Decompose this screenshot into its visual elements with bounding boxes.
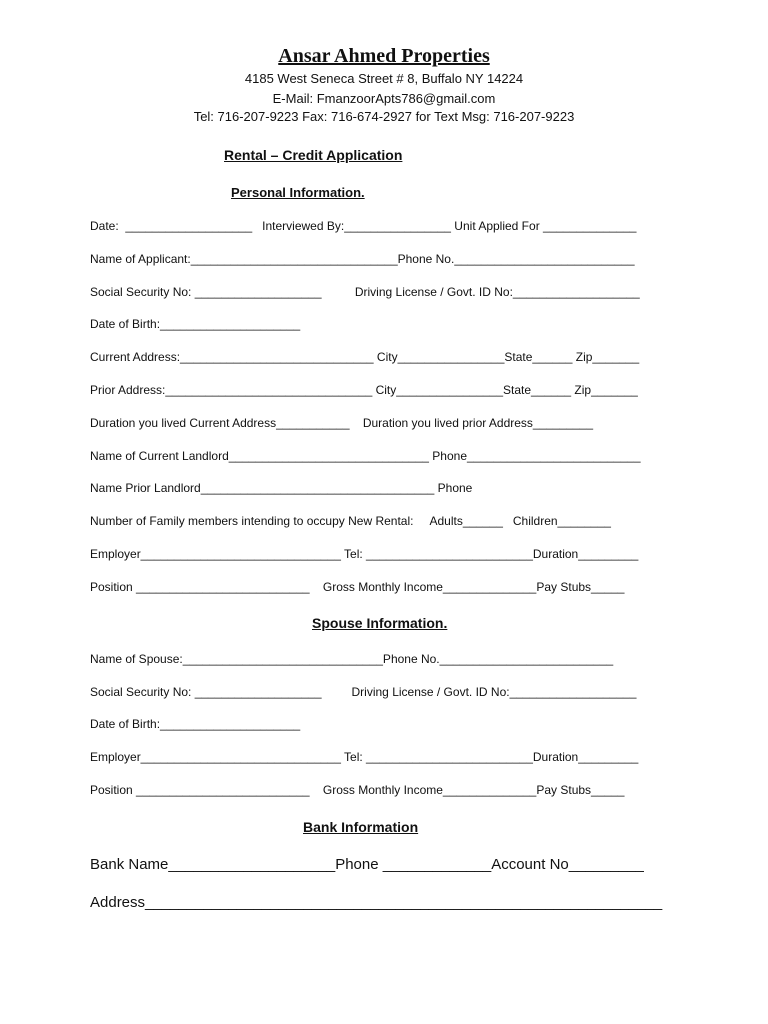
field-row-current-landlord[interactable]: Name of Current Landlord______________________________ Phone__________________________ xyxy=(90,449,641,463)
field-row-applicant-phone[interactable]: Name of Applicant:_______________________________Phone No.___________________________ xyxy=(90,252,635,266)
bank-section-title: Bank Information xyxy=(303,819,419,835)
field-row-prior-address[interactable]: Prior Address:_______________________________ City________________State______ Zip_______ xyxy=(90,383,638,397)
field-row-current-address[interactable]: Current Address:_____________________________ City________________State______ Zip_______ xyxy=(90,350,640,364)
field-row-position-income[interactable]: Position __________________________ Gross Monthly Income______________Pay Stubs_____ xyxy=(90,580,625,594)
field-row-spouse-ssn-license[interactable]: Social Security No: ___________________ Driving License / Govt. ID No:___________________ xyxy=(90,685,637,699)
field-row-family-members[interactable]: Number of Family members intending to occupy New Rental: Adults______ Children________ xyxy=(90,514,611,528)
company-address: 4185 West Seneca Street # 8, Buffalo NY 14224 xyxy=(244,71,524,86)
field-row-spouse-employer[interactable]: Employer______________________________ Tel: _________________________Duration_________ xyxy=(90,750,639,764)
company-email: E-Mail: FmanzoorApts786@gmail.com xyxy=(272,91,496,106)
field-row-spouse-name-phone[interactable]: Name of Spouse:______________________________Phone No.__________________________ xyxy=(90,652,614,666)
field-row-durations[interactable]: Duration you lived Current Address___________ Duration you lived prior Address_________ xyxy=(90,416,593,430)
field-row-bank-name[interactable]: Bank Name____________________Phone _____________Account No_________ xyxy=(90,856,644,873)
form-title: Rental – Credit Application xyxy=(224,147,403,163)
company-name: Ansar Ahmed Properties xyxy=(278,45,490,67)
field-row-spouse-dob[interactable]: Date of Birth:_____________________ xyxy=(90,717,301,731)
personal-section-title: Personal Information. xyxy=(231,185,365,200)
company-contact: Tel: 716-207-9223 Fax: 716-674-2927 for Text Msg: 716-207-9223 xyxy=(193,109,575,124)
field-row-employer[interactable]: Employer______________________________ Tel: _________________________Duration_________ xyxy=(90,547,639,561)
field-row-dob[interactable]: Date of Birth:_____________________ xyxy=(90,317,301,331)
field-row-prior-landlord[interactable]: Name Prior Landlord___________________________________ Phone xyxy=(90,481,473,495)
field-row-date-interview-unit[interactable]: Date: ___________________ Interviewed By:________________ Unit Applied For ______________ xyxy=(90,219,637,233)
field-row-spouse-position-income[interactable]: Position __________________________ Gross Monthly Income______________Pay Stubs_____ xyxy=(90,783,625,797)
spouse-section-title: Spouse Information. xyxy=(312,615,448,631)
field-row-bank-address[interactable]: Address______________________________________________________________ xyxy=(90,894,663,911)
field-row-ssn-license[interactable]: Social Security No: ___________________ Driving License / Govt. ID No:___________________ xyxy=(90,285,640,299)
